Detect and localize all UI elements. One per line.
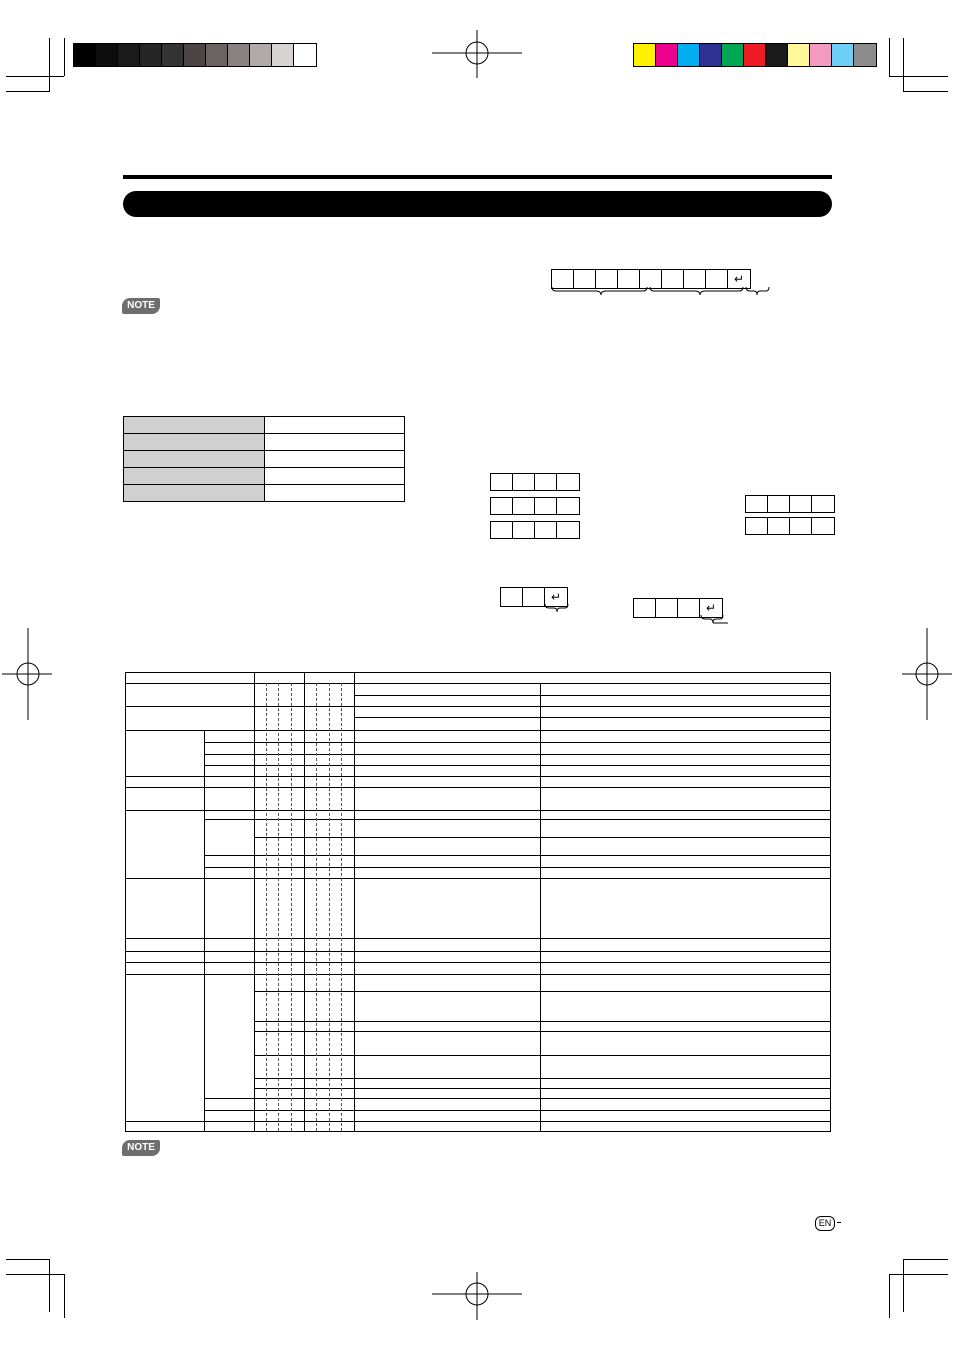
table-row-divider [204,855,830,856]
color-swatch [228,44,250,66]
enter-return-icon: ↵ [733,272,745,286]
table-row-divider [126,776,830,777]
color-swatch [162,44,184,66]
color-swatch [722,44,744,66]
color-swatch [294,44,316,66]
communication-settings-table [123,416,405,502]
table-column-divider [204,730,205,1131]
header-rule [123,175,832,179]
table-row-divider [204,765,830,766]
table-slot-divider [291,683,292,1131]
color-swatch [634,44,656,66]
page-number-dash [837,1222,841,1223]
table-slot-divider [266,683,267,1131]
table-row-divider [354,695,830,696]
language-badge: EN [815,1216,835,1231]
color-swatch [832,44,854,66]
crosshair-icon [432,30,522,80]
command-table [125,672,831,1132]
color-swatch [854,44,876,66]
table-row-divider [126,787,830,788]
table-row-divider [204,754,830,755]
crosshair-icon [2,628,52,720]
table-row-divider [126,730,830,731]
table-row-divider [126,810,830,811]
note-badge: NOTE [122,298,160,314]
crosshair-icon [902,628,952,720]
table-row-divider [126,878,830,879]
color-swatch [74,44,96,66]
table-row-divider [126,1121,830,1122]
color-swatch [140,44,162,66]
color-swatch [810,44,832,66]
table-row-divider [204,1110,830,1111]
color-swatch [96,44,118,66]
table-column-divider [540,683,541,1131]
table-slot-divider [341,683,342,1131]
table-row-divider [204,867,830,868]
color-swatch [744,44,766,66]
color-swatch [272,44,294,66]
table-column-divider [254,673,255,1131]
table-row-divider [204,819,830,820]
color-swatch [788,44,810,66]
table-column-divider [304,673,305,1131]
color-bar [633,43,877,67]
enter-return-icon: ↵ [550,590,562,604]
table-slot-divider [316,683,317,1131]
color-swatch [766,44,788,66]
table-row-divider [204,742,830,743]
table-row-divider [354,717,830,718]
table-row-divider [126,951,830,952]
color-swatch [184,44,206,66]
color-swatch [700,44,722,66]
color-swatch [656,44,678,66]
table-row-divider [126,974,830,975]
table-row-divider [126,683,830,684]
table-row-divider [126,962,830,963]
color-swatch [678,44,700,66]
grayscale-bar [73,43,317,67]
table-row-divider [126,706,830,707]
table-column-divider [354,673,355,1131]
table-slot-divider [329,683,330,1131]
color-swatch [118,44,140,66]
enter-return-icon: ↵ [705,601,717,615]
color-swatch [206,44,228,66]
table-row-divider [126,938,830,939]
color-swatch [250,44,272,66]
table-row-divider [204,1098,830,1099]
table-slot-divider [278,683,279,1131]
section-title-bar [123,191,832,217]
crosshair-icon [432,1270,522,1320]
note-badge: NOTE [122,1140,160,1156]
